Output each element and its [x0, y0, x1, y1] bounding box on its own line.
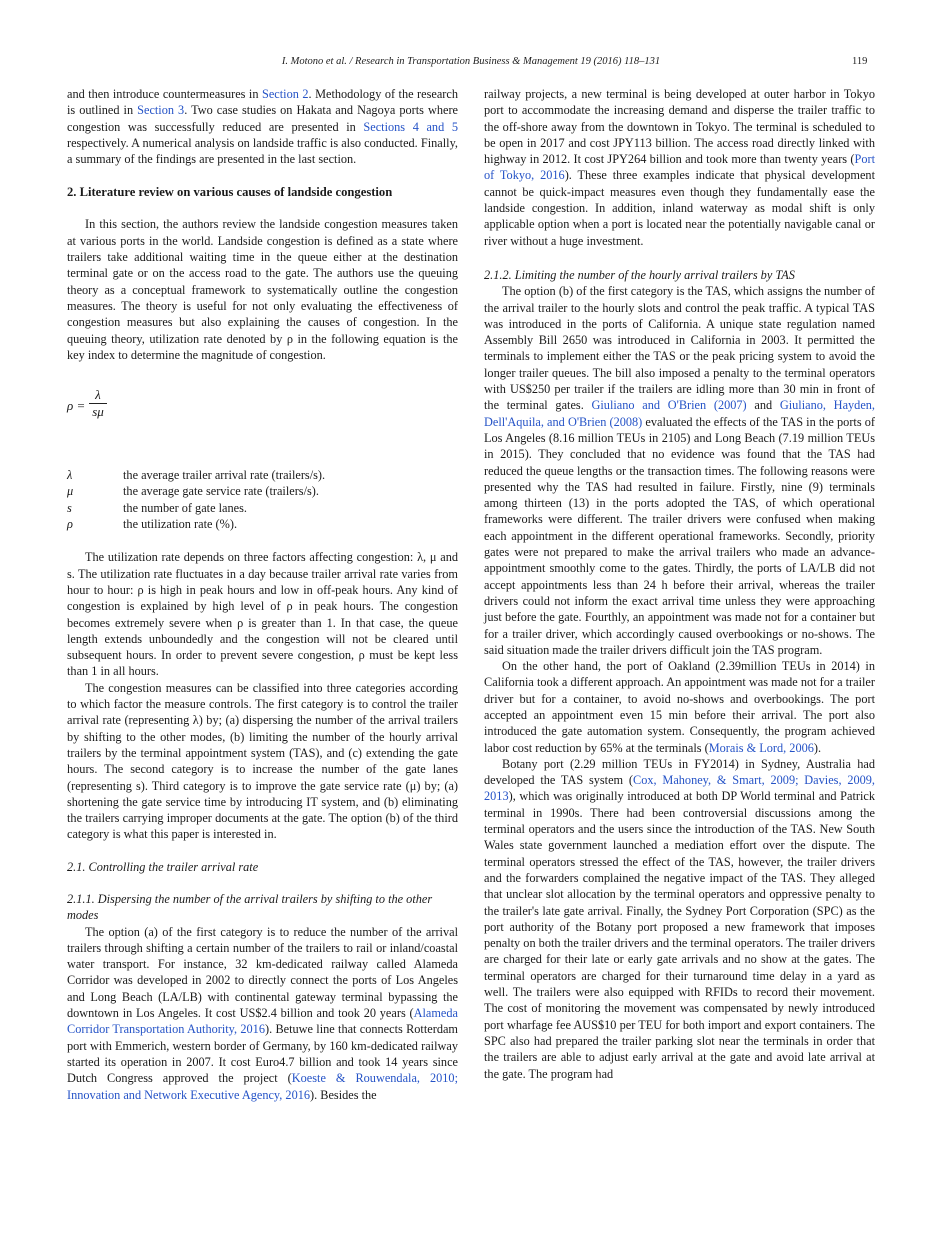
symbol-definitions: [67, 467, 458, 532]
railway-paragraph-cont: railway projects, a new terminal is being developed at outer harbor in Tokyo port to accommodate the increasing demand and disperse the trailer traffic to the off-shore away from the downtown in Tokyo. The terminal is scheduled to be open in 2017 and cost JPY113 billion. The access road directly linked with highway in 2012. It cost JPY264 billion and took more than twenty years (Port of Tokyo, 2016). These three examples indicate that physical development cannot be quick-impact measures even though they fundamentally ease the landside congestion. In addition, inland waterway as modal shift is only applicable option when a port is located near the potentially navigable canal or river without a huge investment.: [484, 87, 875, 248]
symbol: λ: [67, 468, 73, 483]
citation-alameda[interactable]: Alameda Corridor Transportation Authority, 2016: [67, 1006, 458, 1037]
citation-koeste[interactable]: Koeste & Rouwendala, 2010; Innovation and Network Executive Agency, 2016: [67, 1071, 458, 1102]
left-column: [67, 86, 458, 1103]
subsection-2-1-heading: 2.1. Controlling the trailer arrival rate: [67, 859, 259, 874]
link-sections-4-5[interactable]: Sections 4 and 5: [363, 119, 458, 134]
running-head: I. Motono et al. / Research in Transportation Business & Management 19 (2016) 118–131: [281, 56, 661, 67]
equation-denominator: sμ: [92, 404, 104, 420]
citation-port-of-tokyo[interactable]: Port of Tokyo, 2016: [484, 152, 875, 183]
page-number: 119: [852, 56, 868, 67]
link-section-2[interactable]: Section 2: [261, 87, 309, 101]
tas-california-paragraph: The option (b) of the first category is the TAS, which assigns the number of the arrival trailer to the hourly slots and control the peak traffic. A typical TAS was introduced in the ports of California. A unique state regulation named Assembly Bill 2650 was introduced in California in 2003. It permitted the terminals to implement either the TAS or the peak pricing system to avoid the longer trailer queues. The bill also imposed a penalty to the terminal operators with US$250 per trailer if the trailers are idling more than 30 min in front of the terminal gates. Giuliano and O'Brien (2007) and Giuliano, Hayden, Dell'Aquila, and O'Brien (2008) evaluated the effects of the TAS in the ports of Los Angeles (8.16 million TEUs in 2105) and Long Beach (7.19 million TEUs in 2015). They concluded that no evidence was found that the TAS had reduced the queue lengths or the transaction times. The following reasons were presented why the TAS had resulted in failure. Firstly, nine (9) terminals among thirteen (13) in the ports adopted the TAS, of which operational frameworks were different. The trailer drivers were confused when making each appointment in the different operational frameworks. Secondly, priority gates were not prepared to make the arrival trailers who made an advance-appointment smoothly come to the gates. Thirdly, the ports of LA/LB did not accept appointments less than 24 h before their arrival, whereas the trailer drivers could not inform the exact arrival time unless they were approaching just before the gate. Fourthly, an appointment was made not for a container but for a trailer driver, which accordingly caused overbookings or no-shows. The said situation made the trailer drivers difficult join the TAS program.: [484, 284, 876, 657]
oakland-paragraph: On the other hand, the port of Oakland (2.39million TEUs in 2014) in California took a different approach. An appointment was made not for a trailer driver but for a container, to avoid no-shows and overbookings. The port accepted an appointment even 15 min before their arrival. The port also introduced the gate automation system. Consequently, the program achieved labor cost reduction by 65% at the terminals (Morais & Lord, 2006).: [484, 659, 875, 755]
utilization-paragraph: The utilization rate depends on three factors affecting congestion: λ, μ and s. The utilization rate fluctuates in a day because trailer arrival rate varies from hour to hour: ρ is high in peak hours and low in off-peak hours. Any kind of congestion is explained by high level of ρ in peak hours. The congestion becomes extremely severe when ρ is greater than 1. In that case, the queue length extends unboundedly and the congestion will not be cleared until subsequent hours. In order to prevent severe congestion, ρ must be kept less than 1 in all hours.: [67, 550, 458, 679]
symbol: μ: [67, 484, 74, 499]
citation-giuliano-2008[interactable]: Giuliano, Hayden, Dell'Aquila, and O'Brien (2008): [484, 398, 876, 429]
link-section-3[interactable]: Section 3: [137, 103, 185, 118]
subsection-2-1-2-heading: 2.1.2. Limiting the number of the hourly arrival trailers by TAS: [484, 267, 795, 282]
symbol-description: the number of gate lanes.: [123, 500, 247, 515]
symbol: ρ: [67, 517, 73, 532]
symbol-description: the average trailer arrival rate (trailers/s).: [123, 468, 326, 483]
symbol-row: [67, 516, 458, 532]
citation-giuliano-2007[interactable]: Giuliano and O'Brien (2007): [591, 398, 747, 413]
equation-numerator: λ: [89, 387, 107, 404]
symbol: s: [67, 500, 72, 515]
modal-shift-paragraph: The option (a) of the first category is to reduce the number of the arrival trailers through shifting a certain number of the trailers to rail or inland/coastal water transport. For instance, 32 km-dedicated railway called Alameda Corridor was developed in 2002 to directly connect the ports of Los Angeles and Long Beach (LA/LB) with continental gateway terminal bypassing the downtown in Los Angeles. It cost US$2.4 billion and took 20 years (Alameda Corridor Transportation Authority, 2016). Betuwe line that connects Rotterdam port with Emmerich, western border of Germany, by 160 km-dedicated railway started its operation in 2007. It cost Euro4.7 billion and took 14 years since Dutch Congress approved the project (Koeste & Rouwendala, 2010; Innovation and Network Executive Agency, 2016). Besides the: [67, 924, 458, 1102]
section-2-paragraph-1: In this section, the authors review the landside congestion measures taken at various ports in the world. Landside congestion is defined as a state where trailers take additional waiting time in the queue either at the destination terminal gate or on the access road to the gate. The authors use the queuing theory as a conceptual framework to systematically outline the congestion measures. The theory is useful for not only evaluating the effectiveness of congestion measures but also explaining the causes of congestion. In the queuing theory, utilization rate denoted by ρ in the following equation is the key index to determine the magnitude of congestion.: [67, 217, 458, 362]
botany-paragraph: Botany port (2.29 million TEUs in FY2014) in Sydney, Australia had developed the TAS system (Cox, Mahoney, & Smart, 2009; Davies, 2009, 2013), which was originally introduced at both DP World terminal and Patrick terminal in 1990s. There had been controversial discussions among the terminal operators and the users since the introduction of the TAS. New South Wales state government launched a mediation effort over the dispute. The terminal operators stressed the effect of the TAS, however, the trailer drivers and the forwarders complained the negative impact of the TAS. They alleged that unclear slot allocation by the terminal operators and oppressive penalty to the trailer's late gate arrival. Finally, the Sydney Port Corporation (SPC) as the port authority of the Botany port proposed a new framework that imposes penalty on both the trailer drivers and the terminal operators. The trailer drivers are charged for their late or early gate arrivals and no show at the gates. The terminal operators are charged for their turnaround time delay in a yard as well. The trailers were also equipped with RFIDs to record their movement. The cost of monitoring the movement was compensated by newly introduced port wharfage fee AUS$10 per TEU for both import and export containers. The SPC also had prepared the trailer parking slot near the terminals in order that the trailers are able to adjust early arrival at the gate and avoid late arrival at the gate. The program had: [484, 756, 875, 1081]
symbol-description: the average gate service rate (trailers/s).: [123, 484, 319, 499]
symbol-row: [67, 500, 458, 516]
citation-morais-lord[interactable]: Morais & Lord, 2006: [708, 740, 814, 755]
intro-paragraph-end: and then introduce countermeasures in Section 2. Methodology of the research is outlined in Section 3. Two case studies on Hakata and Nagoya ports where congestion was successfully reduced are presented in Sections 4 and 5 respectively. A numerical analysis on landside traffic is also conducted. Finally, a summary of the findings are presented in the last section.: [67, 87, 459, 167]
utilization-equation: [67, 387, 458, 423]
section-2-heading: 2. Literature review on various causes of landside congestion: [67, 185, 393, 200]
symbol-row: [67, 467, 458, 483]
symbol-row: [67, 483, 458, 499]
equation-lhs: ρ =: [67, 398, 86, 414]
subsection-2-1-1-heading: 2.1.1. Dispersing the number of the arrival trailers by shifting to the other modes: [67, 891, 433, 923]
symbol-description: the utilization rate (%).: [123, 517, 238, 532]
right-column: [484, 86, 875, 1082]
categories-paragraph: The congestion measures can be classified into three categories according to which factor the measure controls. The first category is to control the trailer arrival rate (representing λ) by; (a) dispersing the number of the arrival trailers by shifting to the other modes, (b) limiting the number of the hourly arrival trailers by the terminal appointment system (TAS), and (c) extending the gate hours. The second category is to increase the number of the gate lanes (representing s). Third category is to improve the gate service rate (μ) by; (a) shortening the gate service time by introducing IT system, and (b) eliminating the trailers carrying improper documents at the gate. The option (b) of the third category is what this paper is interested in.: [67, 680, 458, 842]
citation-cox-davies[interactable]: Cox, Mahoney, & Smart, 2009; Davies, 2009, 2013: [484, 773, 875, 804]
equation-fraction: [89, 387, 107, 420]
